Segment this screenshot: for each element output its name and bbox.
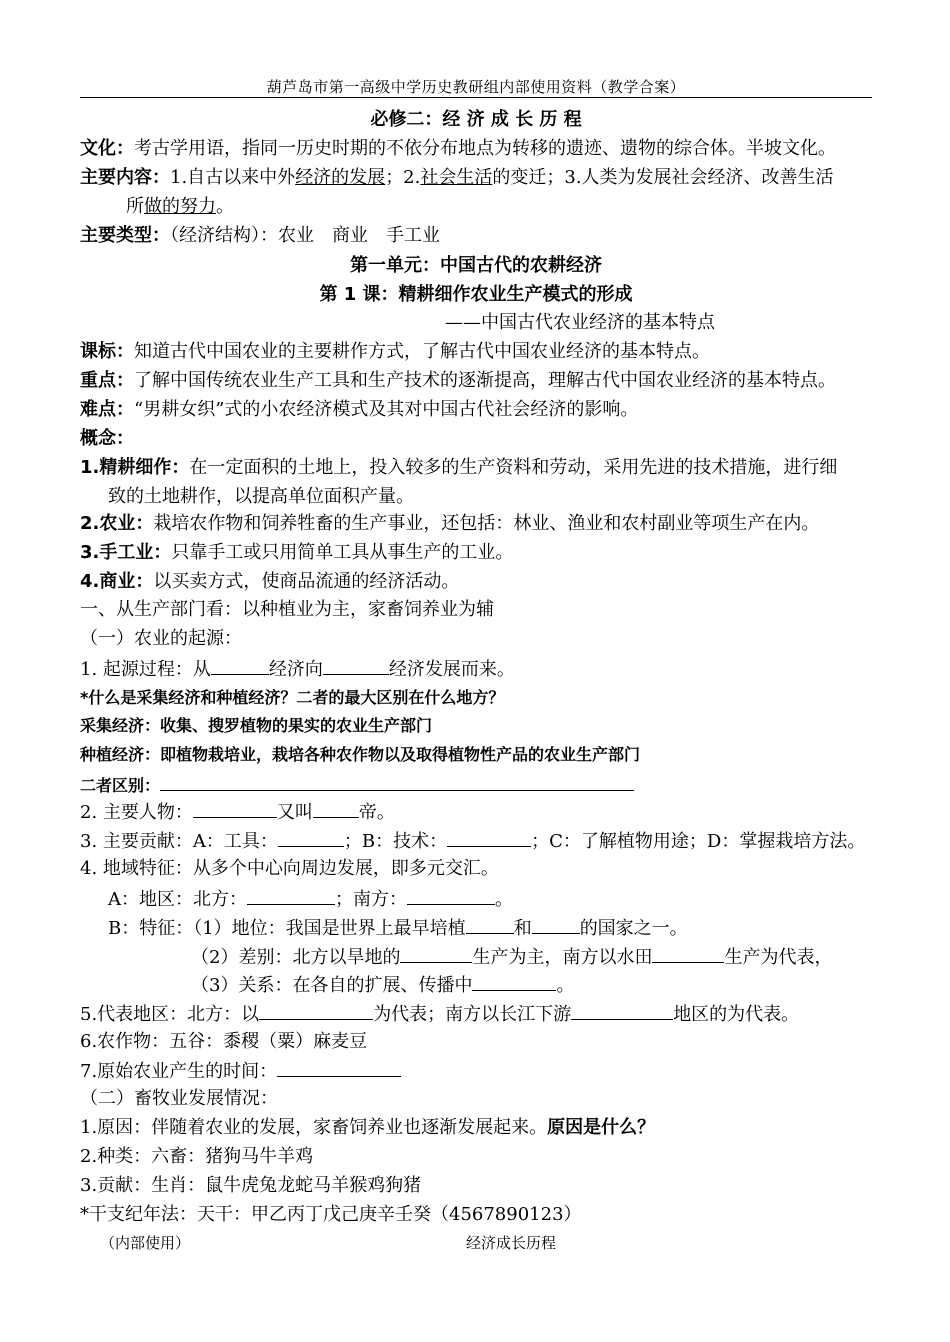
question-text: 3. 主要贡献：A：工具： [80,831,278,852]
difficulty [80,398,880,422]
question-origin [80,656,880,682]
question-text: 和 [513,918,532,939]
concept-label: 4.商业： [80,571,154,592]
fill-in-blank[interactable] [447,828,531,847]
question-text: 又叫 [276,802,313,823]
ganzhi-calendar: *干支纪年法：天干：甲乙丙丁戊己庚辛壬癸（4567890123） [80,1204,582,1225]
concept-text: 只靠手工或只用简单工具从事生产的工业。 [171,542,514,563]
region-features [108,915,908,941]
footer-right: 经济成长历程 [466,1234,557,1252]
representative-areas [80,1001,880,1027]
bold-question: 原因是什么？ [547,1117,656,1138]
lesson-title: 第 1 课：精耕细作农业生产模式的形成 [319,284,633,305]
key-point-label: 重点： [80,370,134,391]
concept-label: 2.农业： [80,513,154,534]
concept-item [80,570,880,594]
question-text: ；B：技术： [343,831,448,852]
curriculum-standard [80,340,880,364]
fill-in-blank[interactable] [278,828,344,847]
gathering-economy: 采集经济：收集、搜罗植物的果实的农业生产部门 [80,716,433,735]
culture-text: 考古学用语，指同一历史时期的不依分布地点为转移的遗迹、遗物的综合体。半坡文化。 [134,138,836,159]
question-text: 为代表；南方以长江下游 [373,1004,572,1025]
concept-label: 3.手工业： [80,542,172,563]
fill-in-blank[interactable] [160,772,634,791]
question-text: 2. 主要人物： [80,802,193,823]
fill-in-blank[interactable] [247,886,335,905]
fill-in-blank[interactable] [571,1001,673,1020]
question-text: ；C：了解植物用途；D：掌握栽培方法。 [531,831,866,852]
fill-in-blank[interactable] [400,944,472,963]
underlined-term: 做的努力 [144,196,216,217]
main-content-text: ；2. [385,167,421,188]
fill-in-blank[interactable] [259,1001,373,1020]
concepts-label: 概念： [80,428,134,449]
key-point [80,369,880,393]
difference-label: 二者区别： [80,776,161,795]
question-text: 生产为代表， [724,947,833,968]
difficulty-text: “男耕女织”式的小农经济模式及其对中国古代社会经济的影响。 [134,399,639,420]
course-title: 必修二：经 济 成 长 历 程 [370,109,582,130]
fill-in-blank[interactable] [472,972,556,991]
difficulty-label: 难点： [80,399,134,420]
fill-in-blank[interactable] [277,1058,401,1077]
main-content-text: 。 [216,196,234,217]
main-content-text: 的变迁；3.人类为发展社会经济、改善生活 [492,167,834,188]
question-text: （2）差别：北方以旱地的 [191,947,401,968]
question-text: 的国家之一。 [579,918,688,939]
concept-item [80,512,880,536]
concept-item [80,541,880,565]
main-types-text: （经济结构）：农业 商业 手工业 [170,225,440,246]
culture-label: 文化： [80,138,134,159]
question-text: 经济向 [268,659,323,680]
difference-line [80,772,880,798]
question-person [80,799,880,825]
section-heading: 一、从生产部门看：以种植业为主，家畜饲养业为辅 [80,599,494,620]
fill-in-blank[interactable] [313,799,359,818]
question-region: 4. 地域特征：从多个中心向周边发展，即多元交汇。 [80,858,499,879]
question-text: 经济发展而来。 [388,659,515,680]
question-text: 5.代表地区：北方：以 [80,1004,260,1025]
region-difference [191,944,950,970]
concept-item [80,456,880,480]
fill-in-blank[interactable] [466,915,514,934]
concept-text: 以买卖方式，使商品流通的经济活动。 [153,571,460,592]
underlined-term: 经济的发展 [295,167,386,188]
main-types-label: 主要类型： [80,225,170,246]
question-text: 。 [556,975,575,996]
region-areas [108,886,908,912]
underlined-term: 社会生活 [420,167,493,188]
husbandry-types: 2.种类：六畜：猪狗马牛羊鸡 [80,1146,314,1167]
fill-in-blank[interactable] [532,915,580,934]
unit-title: 第一单元：中国古代的农耕经济 [350,255,602,276]
question-text: 地区的为代表。 [673,1004,800,1025]
subsection-heading: （二）畜牧业发展情况： [80,1088,278,1109]
question-text: ；南方： [335,889,407,910]
concept-text: 在一定面积的土地上，投入较多的生产资料和劳动，采用先进的技术措施，进行细 [189,457,838,478]
key-point-text: 了解中国传统农业生产工具和生产技术的逐渐提高，理解古代中国农业经济的基本特点。 [134,370,836,391]
question-text: 。 [495,889,513,910]
question-text: 7.原始农业产生的时间： [80,1061,278,1082]
husbandry-contribution: 3.贡献：生肖：鼠牛虎兔龙蛇马羊猴鸡狗猪 [80,1175,422,1196]
planting-economy: 种植经济：即植物栽培业，栽培各种农作物以及取得植物性产品的农业生产部门 [80,745,641,764]
origin-time [80,1058,880,1084]
husbandry-reason [80,1116,880,1140]
fill-in-blank[interactable] [407,886,495,905]
culture-definition [80,137,880,161]
fill-in-blank[interactable] [193,799,277,818]
question-text: 1. 起源过程：从 [80,659,211,680]
standard-label: 课标： [80,341,134,362]
header-rule [80,97,872,98]
question-text: B：特征：（1）地位：我国是世界上最早培植 [108,918,466,939]
question-text: 1.原因：伴随着农业的发展，家畜饲养业也逐渐发展起来。 [80,1117,548,1138]
page-header: 葫芦岛市第一高级中学历史教研组内部使用资料（教学合案） [266,78,686,96]
subsection-heading: （一）农业的起源： [80,628,242,649]
concept-label: 1.精耕细作： [80,457,190,478]
crops: 6.农作物：五谷：黍稷（粟）麻麦豆 [80,1031,368,1052]
main-types [80,224,880,248]
question-text: 帝。 [358,802,395,823]
region-relation [191,972,950,998]
main-content-line-1 [80,166,880,190]
question-text: A：地区：北方： [108,889,247,910]
main-content-line-2 [126,195,926,219]
main-content-text: 1.自古以来中外 [170,167,296,188]
bold-question: *什么是采集经济和种植经济？二者的最大区别在什么地方？ [80,688,505,707]
fill-in-blank[interactable] [323,656,389,675]
concept-item-continued: 致的土地耕作，以提高单位面积产量。 [108,486,414,507]
footer-left: （内部使用） [100,1234,191,1252]
question-text: （3）关系：在各自的扩展、传播中 [191,975,473,996]
main-content-label: 主要内容： [80,167,170,188]
question-contribution [80,828,880,854]
concept-text: 栽培农作物和饲养牲畜的生产事业，还包括：林业、渔业和农村副业等项生产在内。 [153,513,820,534]
question-text: 生产为主，南方以水田 [472,947,653,968]
standard-text: 知道古代中国农业的主要耕作方式，了解古代中国农业经济的基本特点。 [134,341,710,362]
main-content-text: 所 [126,196,144,217]
fill-in-blank[interactable] [652,944,724,963]
lesson-subtitle: ——中国古代农业经济的基本特点 [445,312,715,333]
fill-in-blank[interactable] [211,656,269,675]
